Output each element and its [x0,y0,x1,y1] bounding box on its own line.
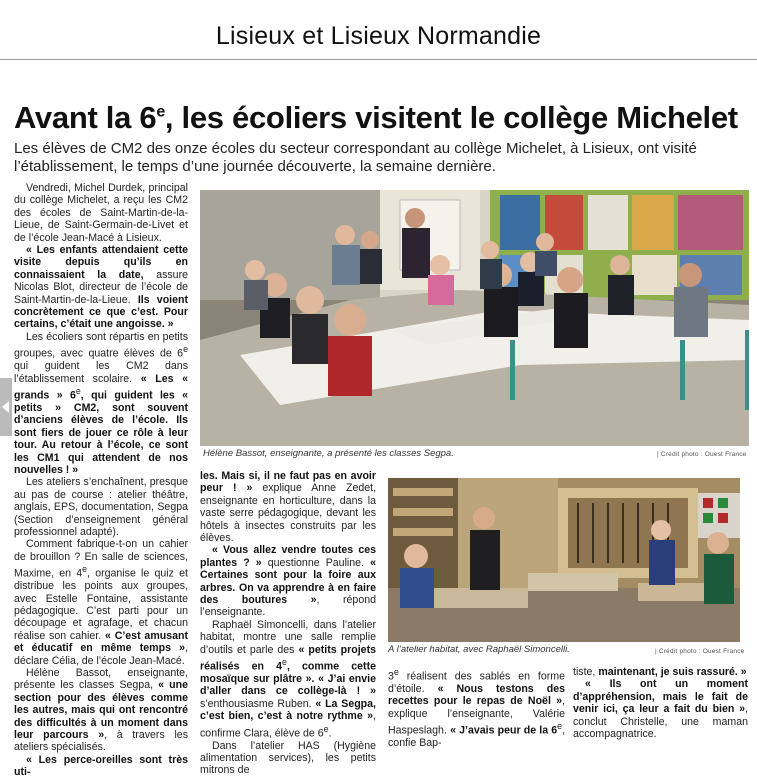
paragraph: 3e réalisent des sablés en forme d’étoile. « Nous testons des recettes pour le repas de Noël », explique l’enseignante, Valérie Haspeslagh. « J’avais peur de la 6e, confie Bap- [388,667,566,750]
paragraph: « Vous allez vendre toutes ces plantes ? » questionne Pauline. « Certaines sont pour la foire aux arbres. On va apprendre à en faire des boutures », répond l’enseignante. [200,544,377,619]
paragraph: Raphaël Simoncelli, dans l’atelier habitat, montre une salle remplie d’outils et parle des « petits projets réalisés en 4e, comme cette mosaïque sur plâtre ». « J’ai envie d’aller dans ce collège-là ! » s’enthousiasme Ruben. « La Segpa, c’est bien, c’est à notre rythme », confirme Clara, élève de 6e. [200,618,376,740]
photo-credit: | Crédit photo : Ouest France [655,648,745,655]
section-divider [0,59,757,60]
classroom-photo [200,190,749,446]
photo-credit: | Crédit photo : Ouest France [657,451,747,458]
paragraph: Les écoliers sont répartis en petits groupes, avec quatre élèves de 6e qui guident les CM2 dans l’établissement scolaire. « Les « grands » 6e, qui guident les « petits » CM2, sont souvent d’anciens élèves de l’école. Ils sont fiers de jouer ce rôle à leur tour. Au retour à l’école, ce sont les CM1 qui attendent de nos nouvelles ! » [14,330,188,476]
paragraph: « Ils ont un moment d’appréhension, mais le fait de venir ici, ça leur a fait du bien », conclut Christelle, une maman accompagnatrice. [573,678,748,741]
article-column-2 [200,470,377,777]
paragraph: « Les perce-oreilles sont très uti- [14,753,188,779]
photo-caption: A l’atelier habitat, avec Raphaël Simoncelli. [388,644,570,655]
photo-caption: Hélène Bassot, enseignante, a présenté les classes Segpa. [203,448,454,459]
section-header [0,0,757,62]
paragraph: Comment fabrique-t-on un cahier de brouillon ? En salle de sciences, Maxime, en 4e, organise le quiz et distribue les points aux groupes, avec Estelle Fontaine, assistante pédagogique. C’est parti pour un découpage et agrafage, et chacun réalise son cahier. « C’est amusant et éducatif en même temps », déclare Célia, de l’école Jean-Macé. [14,538,188,667]
paragraph: Hélène Bassot, enseignante, présente les classes Segpa, « une section pour des élèves comme les autres, mais qui ont rencontré des difficultés à un moment dans leur parcours », à travers les ateliers spécialisés. [14,667,189,754]
workshop-photo [388,478,740,642]
paragraph: tiste, maintenant, je suis rassuré. » [573,666,747,678]
article-column-3 [388,666,565,758]
previous-page-arrow-icon[interactable] [0,378,12,436]
paragraph: Dans l’atelier HAS (Hygiène alimentation services), les petits mitrons de [200,739,376,777]
article-column-4 [573,666,748,758]
article-column-1 [14,182,189,779]
section-title: Lisieux et Lisieux Normandie [215,22,542,50]
paragraph: « Les enfants attendaient cette visite depuis qu’ils en connaissaient la date, assure Nicolas Blot, directeur de l’école de Saint-Martin-de-la-Lieue. Ils voient concrètement ce que c’est. Pour certains, c’était une angoisse. » [14,244,189,331]
article-headline: Avant la 6e, les écoliers visitent le collège Michelet [14,100,738,135]
article-lead: Les élèves de CM2 des onze écoles du secteur correspondant au collège Michelet, à Lisieux, ont visité l’établissement, le temps d’une journée découverte, la semaine dernière. [14,140,697,175]
paragraph: Vendredi, Michel Durdek, principal du collège Michelet, a reçu les CM2 des écoles de Saint-Martin-de-la-Lieue, de Saint-Germain-de-Livet et de l’école Jean-Macé à Lisieux. [14,182,188,244]
paragraph: les. Mais si, il ne faut pas en avoir peur ! » explique Anne Zedet, enseignante en horticulture, dans la vaste serre pédagogique, devant les hôtels à insectes construits par les élèves. [200,470,377,545]
paragraph: Les ateliers s’enchaînent, presque au pas de course : atelier théâtre, anglais, EPS, documentation, Segpa (Section d’enseignement général professionnel adapté). [14,476,188,539]
